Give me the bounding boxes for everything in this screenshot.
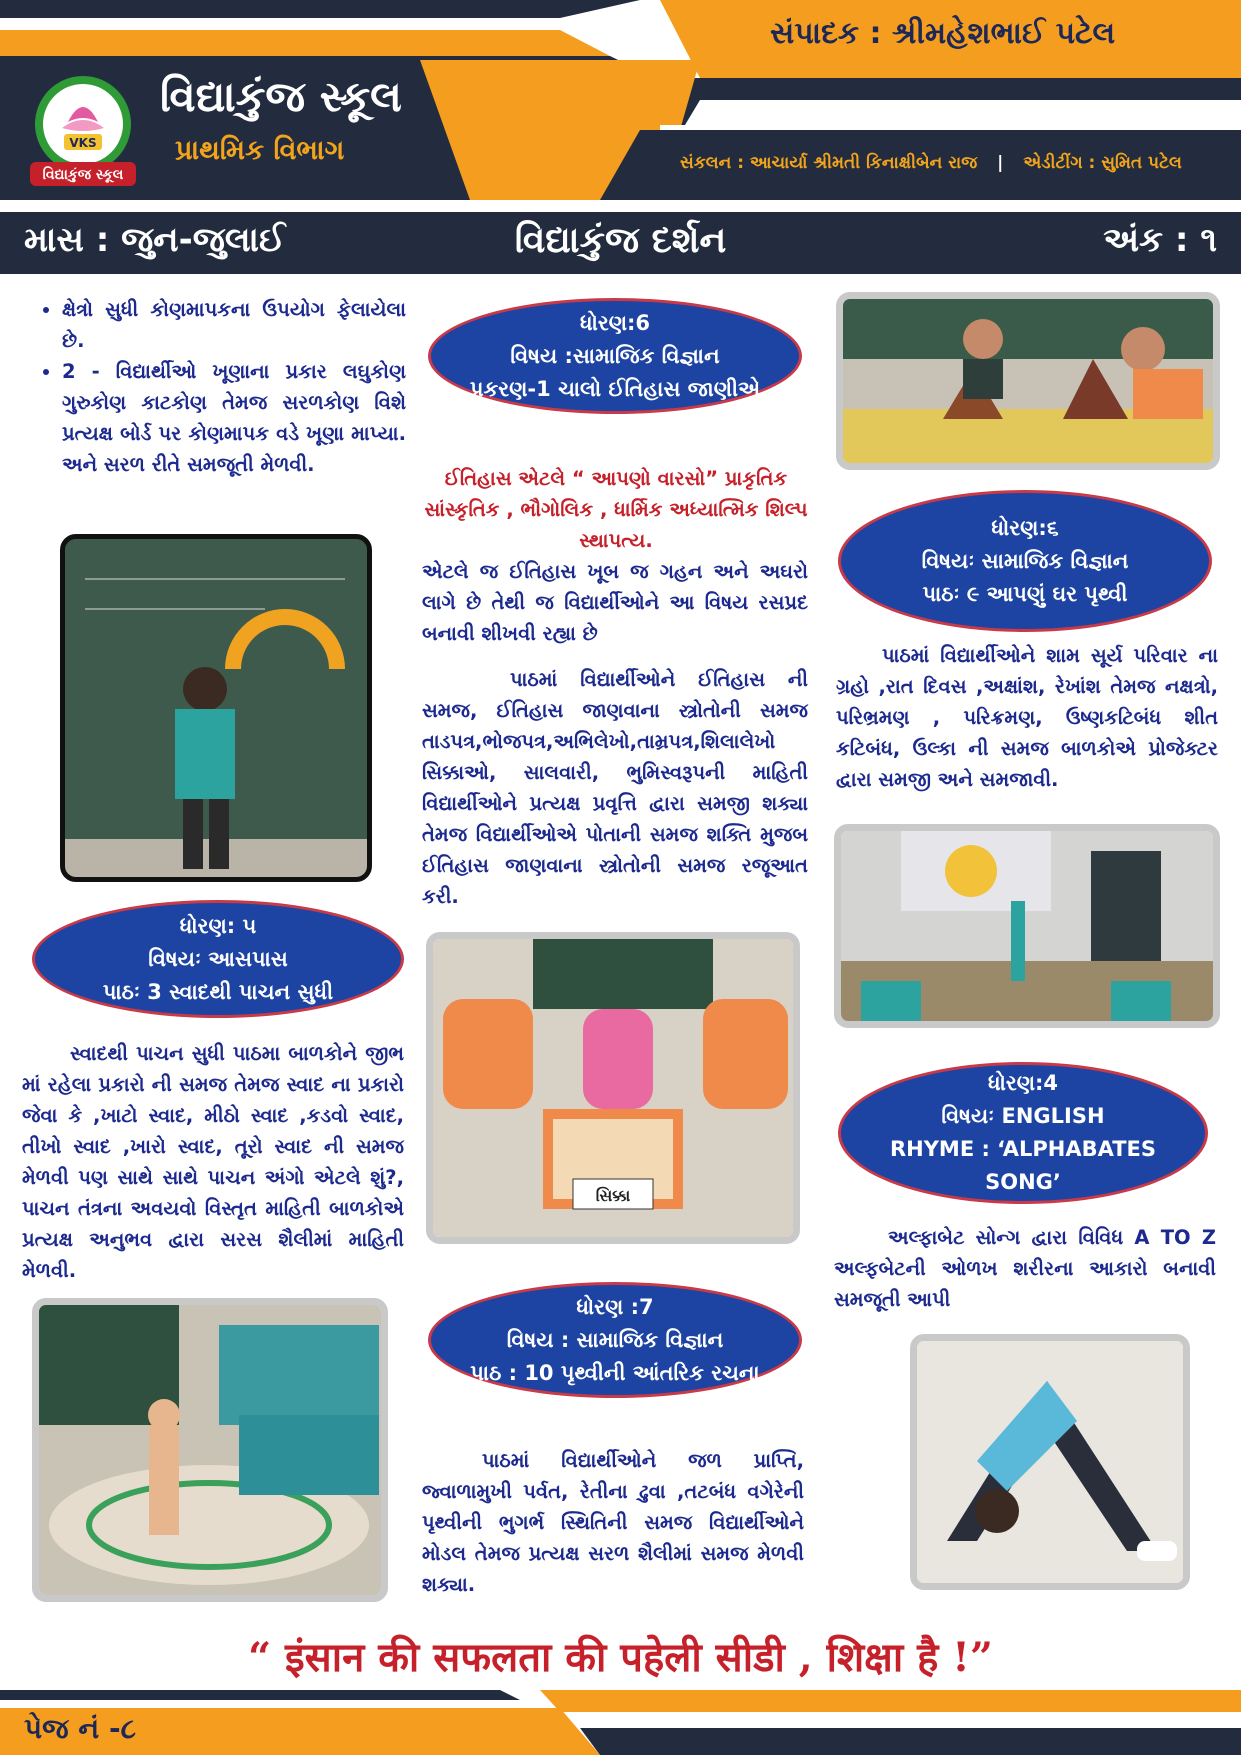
photo-volcano-model [836,292,1220,470]
footer-background [0,1690,1241,1755]
grade7-earth-pill [428,1282,802,1398]
pill-subject: વિષય :સામાજિક વિજ્ઞાન [510,343,720,368]
grade7-paragraph: પાઠમાં વિદ્યાર્થીઓને જળ પ્રાપ્તિ, જ્વાળામુખી પર્વત, રેતીના ઢુવા ,તટબંધ વગેરેની પૃથ્વીની ભુગર્ભ સ્થિતિની સમજ વિદ્યાર્થીઓને મોડલ તેમજ પ્રત્યક્ષ સરળ શૈલીમાં સમજ મેળવી શક્યા. [422,1449,804,1596]
edited-by: એડીટીંગ : સુમિત પટેલ [1023,153,1182,173]
history-definition: ઈતિહાસ એટલે “ આપણો વારસો” પ્રાકૃતિક સાંસ્કૃતિક , ભૌગોલિક , ધાર્મિક અધ્યાત્મિક શિલ્પ સ્થાપત્ય. [424,467,808,552]
pill-grade: ધોરણ:૬ [991,515,1059,540]
grade6-earth-pill [838,490,1212,632]
pill-lesson-cont: SONG’ [985,1170,1061,1194]
pill-lesson: RHYME : ‘ALPHABATES [889,1137,1157,1161]
bullet-item: • 2 - વિદ્યાર્થીઓ ખૂણાના પ્રકાર લઘુકોણ ગુરુકોણ કાટકોણ તેમજ સરળકોણ વિશે પ્રત્યક્ષ બોર્ડ પર કોણમાપક વડે ખૂણા માપ્યા. અને સરળ રીતે સમજૂતી મેળવી. [62,356,406,480]
pill-subject: વિષયઃ ENGLISH [941,1104,1105,1128]
school-logo [28,72,138,188]
photo-protractor-board [60,534,372,882]
pill-grade: ધોરણ:4 [987,1071,1059,1095]
pill-lesson: પાઠ : 10 પૃથ્વીની આંતરિક રચના [470,1360,760,1385]
issue-month: માસ : જુન-જુલાઈ [24,220,286,260]
pill-lesson: પ્રકરણ-1 ચાલો ઈતિહાસ જાણીએ [469,376,761,401]
photo-coins-activity [426,932,800,1244]
photo-alphabet-pose [910,1334,1190,1590]
grade6-earth-paragraph: પાઠમાં વિદ્યાર્થીઓને શામ સૂર્ય પરિવાર ના ગ્રહો ,રાત દિવસ ,અક્ષાંશ, રેખાંશ તેમજ નક્ષત્રો, પરિભ્રમણ , પરિક્રમણ, ઉષ્ણકટિબંધ શીત કટિબંધ, ઉલ્કા ની સમજ બાળકોએ પ્રોજેક્ટર દ્વારા સમજી અને સમજાવી. [836,644,1218,791]
school-name: વિદ્યાકુંજ સ્કૂલ [160,72,402,121]
grade6-history-pill [428,298,802,414]
grade5-topic-pill [32,900,404,1018]
photo-digestive-model [32,1298,388,1602]
grade4-paragraph: અલ્ફાબેટ સોન્ગ દ્વારા વિવિધ A TO Z અલ્ફબેટની ઓળખ શરીરના આકારો બનાવી સમજૂતી આપી [834,1226,1216,1311]
pill-subject: વિષયઃ સામાજિક વિજ્ઞાન [921,548,1129,573]
editor-credit: સંપાદક : શ્રીમહેશભાઈ પટેલ [770,16,1116,51]
pill-grade: ધોરણ:6 [579,310,651,335]
page-number: પેજ નં -૮ [24,1712,137,1745]
magazine-title: વિદ્યાકુંજ દર્શન [514,220,727,261]
pill-grade: ધોરણ :7 [576,1294,654,1319]
grade5-paragraph: સ્વાદથી પાચન સુધી પાઠમા બાળકોને જીભ માં રહેલા પ્રકારો ની સમજ તેમજ સ્વાદ ના પ્રકારો જેવા કે ,ખાટો સ્વાદ, મીઠો સ્વાદ ,કડવો સ્વાદ, તીખો સ્વાદ ,ખારો સ્વાદ, તૂરો સ્વાદ ની સમજ મેળવી પણ સાથે સાથે પાચન અંગો એટલે શું?, પાચન તંત્રના અવયવો વિસ્તૃત માહિતી બાળકોએ પ્રત્યક્ષ અનુભવ દ્વારા સરસ શૈલીમાં માહિતી મેળવી. [22,1042,404,1282]
pill-lesson: પાઠઃ 3 સ્વાદથી પાચન સુધી [102,979,334,1004]
pill-subject: વિષય : સામાજિક વિજ્ઞાન [506,1327,724,1352]
footer-quote: “ इंसान की सफलता की पहेली सीडी , शिक्षा है !” [248,1634,993,1681]
pill-subject: વિષયઃ આસપાસ [148,946,288,971]
compiled-by: સંકલન : આચાર્યા શ્રીમતી કિનાક્ષીબેન રાજ [680,153,978,173]
bullet-item: • ક્ષેત્રો સુધી કોણમાપકના ઉપયોગ ફેલાયેલા છે. [62,294,406,356]
history-paragraph-2: પાઠમાં વિદ્યાર્થીઓને ઈતિહાસ ની સમજ, ઈતિહાસ જાણવાના સ્ત્રોતોની સમજ તાડપત્ર,ભોજપત્ર,અભિલેખો,તામ્રપત્ર,શિલાલેખો સિક્કાઓ, સાલવારી, ભુમિસ્વરૂપની માહિતી વિદ્યાર્થીઓને પ્રત્યક્ષ પ્રવૃત્તિ દ્વારા સમજી શક્યા તેમજ વિદ્યાર્થીઓએ પોતાની સમજ શક્તિ મુજબ ઈતિહાસ જાણવાના સ્ત્રોતોની સમજ રજૂઆત કરી. [422,668,808,908]
grade4-english-pill [838,1062,1208,1204]
school-section: પ્રાથમિક વિભાગ [175,135,345,166]
credits-separator: | [997,153,1004,173]
photo-sign-text: સિક્કા [595,1186,631,1205]
logo-initials: VKS [69,136,97,150]
history-paragraph-1: એટલે જ ઈતિહાસ ખૂબ જ ગહન અને અઘરો લાગે છે તેથી જ વિદ્યાર્થીઓને આ વિષય રસપ્રદ બનાવી શીખવી રહ્યા છે [422,560,808,645]
pill-grade: ધોરણ: ૫ [179,913,257,938]
left-bullets [34,294,406,480]
pill-lesson: પાઠઃ ૯ આપણું ઘર પૃથ્વી [922,581,1128,606]
issue-number: અંક : ૧ [1103,220,1217,260]
photo-projector-class [834,824,1220,1028]
logo-caption: વિદ્યાકુંજ સ્કૂલ [42,167,124,183]
credits-line [680,153,1182,173]
